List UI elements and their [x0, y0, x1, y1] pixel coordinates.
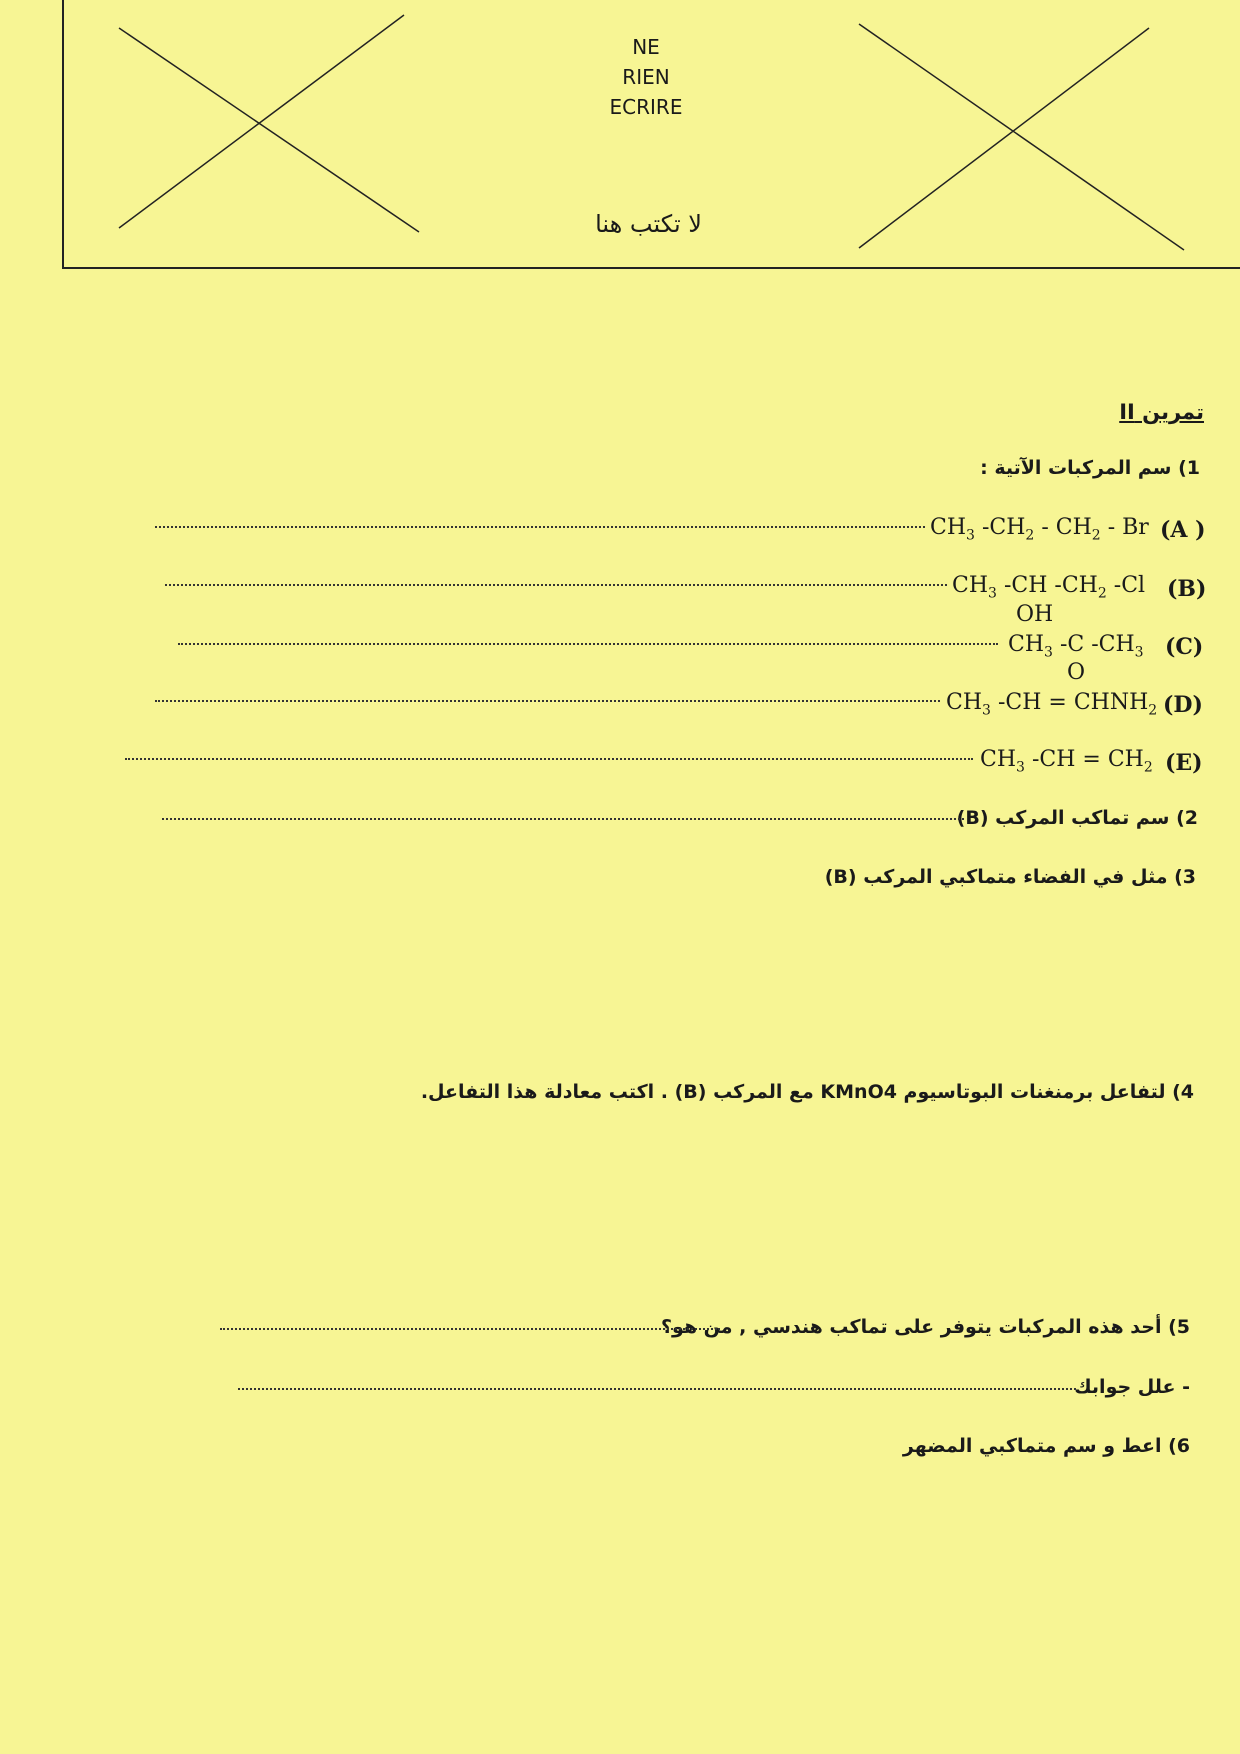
question-6: 6) اعط و سم متماكبي المضهر [902, 1435, 1190, 1457]
answer-line-d[interactable] [155, 700, 940, 702]
question-2: 2) سم تماكب المركب (B) [956, 807, 1198, 829]
arabic-notice: لا تكتب هنا [595, 210, 702, 238]
exercise-title: تمرين II [1119, 400, 1204, 424]
compound-c-formula: $CH_3$ -C $-CH_3$ [1008, 632, 1144, 661]
question-3: 3) مثل في الفضاء متماكبي المركب (B) [824, 866, 1196, 888]
rien-label: RIEN [622, 65, 670, 89]
answer-line-a[interactable] [155, 526, 925, 528]
compound-d-label: (D) [1163, 692, 1203, 718]
answer-line-q5b[interactable] [238, 1388, 1076, 1390]
question-1: 1) سم المركبات الآتية : [980, 457, 1200, 479]
answer-line-q5[interactable] [220, 1328, 720, 1330]
ne-label: NE [632, 35, 660, 59]
compound-b-label: (B) [1167, 576, 1207, 602]
answer-line-q2[interactable] [162, 818, 964, 820]
compound-d-formula: $CH_3$ $-CH = CHNH_2$ [946, 690, 1158, 719]
compound-c-label: (C) [1165, 634, 1204, 660]
question-5-justify: - علل جوابك [1074, 1376, 1190, 1398]
compound-e-formula: $CH_3$ $-CH = CH_2$ [980, 747, 1153, 776]
compound-c-substituent: O [1067, 660, 1086, 685]
answer-line-e[interactable] [125, 758, 973, 760]
answer-line-c[interactable] [178, 643, 998, 645]
compound-b-substituent: OH [1016, 602, 1054, 627]
compound-b-formula: $CH_3$ -CH $-CH_2$ -Cl [952, 573, 1146, 602]
ecrire-label: ECRIRE [609, 95, 683, 119]
question-5: 5) أحد هذه المركبات يتوفر على تماكب هندسي , من هو؟ [660, 1316, 1190, 1338]
answer-line-b[interactable] [165, 584, 947, 586]
compound-e-label: (E) [1165, 750, 1203, 776]
compound-a-label: (A ) [1160, 517, 1206, 543]
question-4: 4) لتفاعل برمنغنات البوتاسيوم KMnO4 مع المركب (B) . اكتب معادلة هذا التفاعل. [420, 1081, 1194, 1103]
compound-a-formula: $CH_3$ $-CH_2 - CH_2$ - Br [930, 515, 1149, 544]
